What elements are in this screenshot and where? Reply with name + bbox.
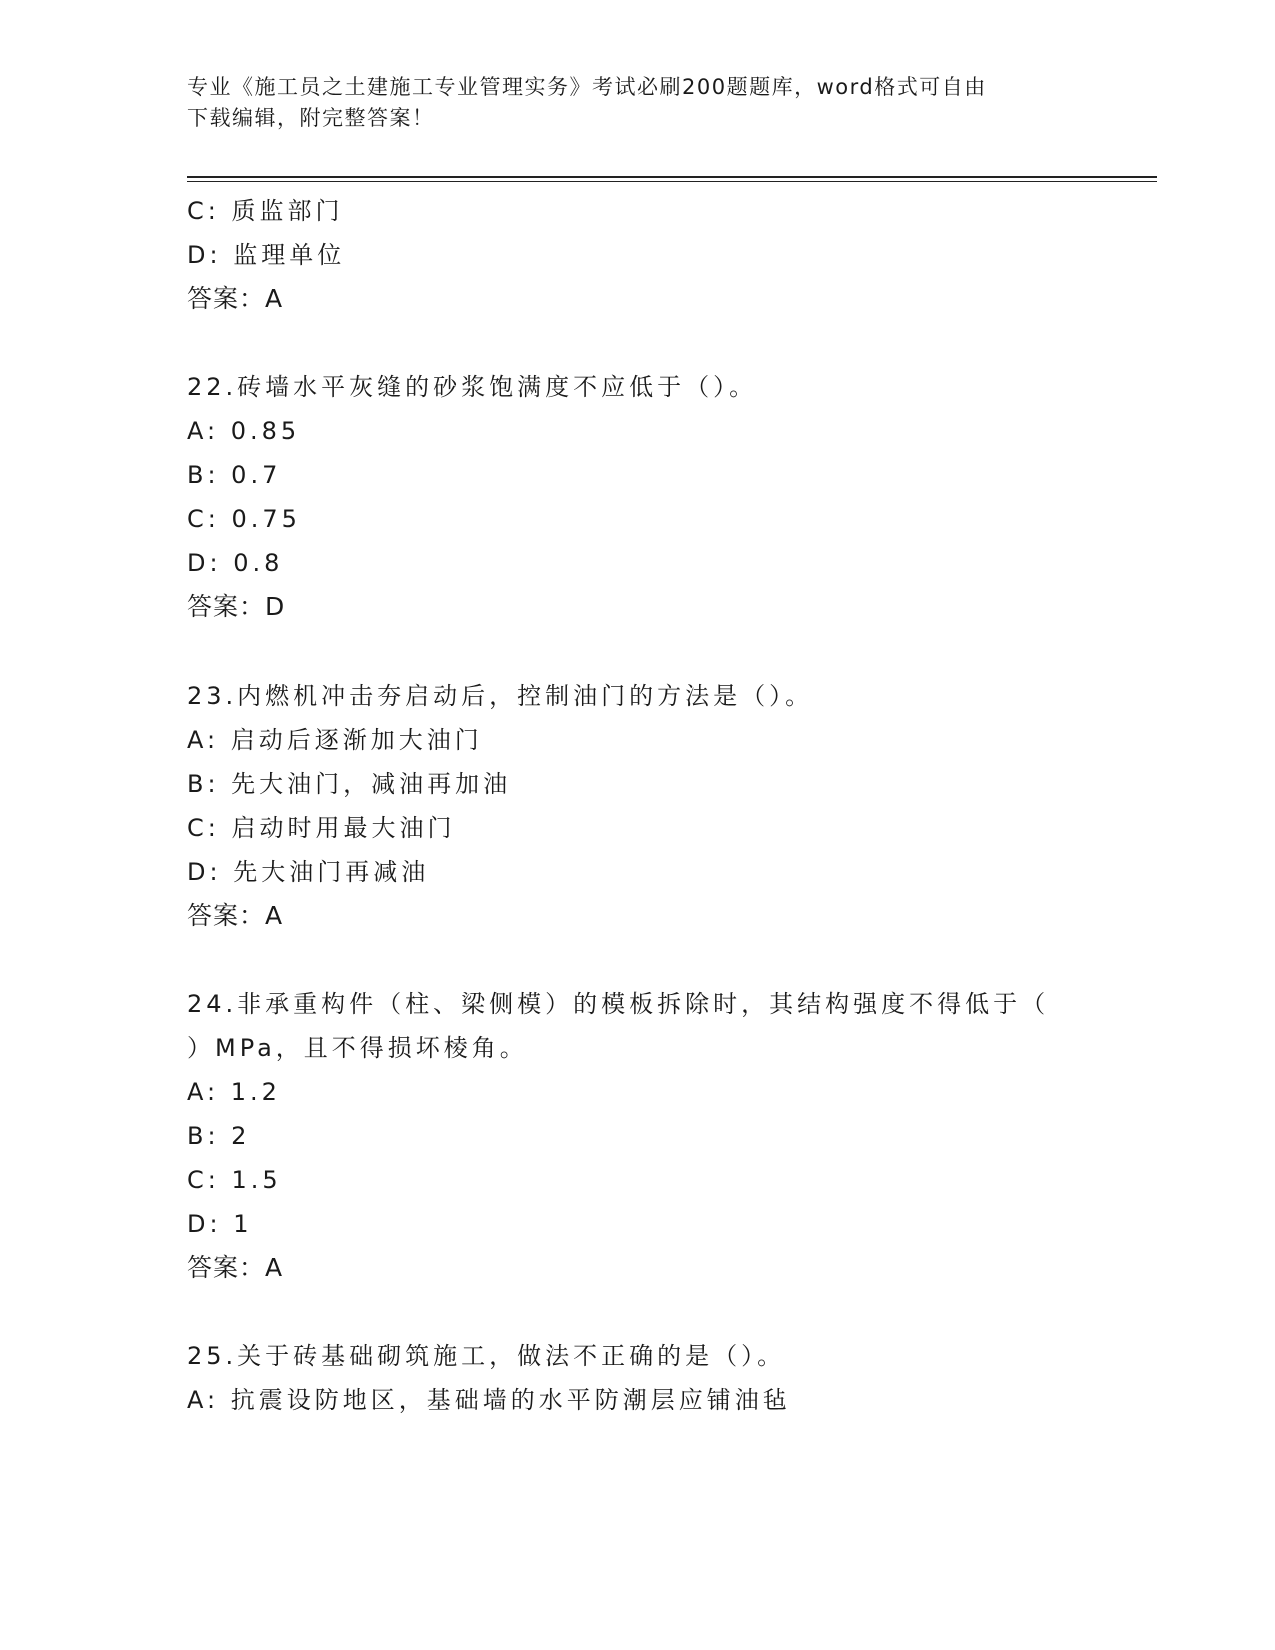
- option-b-q23: B: 先大油门，减油再加油: [187, 770, 512, 798]
- header-divider-thin: [187, 181, 1157, 182]
- answer-q23: 答案：A: [187, 901, 284, 930]
- answer-q24: 答案：A: [187, 1253, 284, 1282]
- option-d-q21: D: 监理单位: [187, 241, 346, 269]
- header-divider-thick: [187, 176, 1157, 178]
- option-b-q22: B: 0.7: [187, 461, 282, 489]
- option-a-q22: A: 0.85: [187, 417, 301, 445]
- option-a-q25: A: 抗震设防地区，基础墙的水平防潮层应铺油毡: [187, 1386, 791, 1414]
- question-24-line-2: ）MPa，且不得损坏棱角。: [187, 1034, 528, 1062]
- answer-q22: 答案：D: [187, 592, 286, 621]
- header-line-1: 专业《施工员之土建施工专业管理实务》考试必刷200题题库，word格式可自由: [187, 75, 987, 99]
- option-c-q24: C: 1.5: [187, 1166, 282, 1194]
- header-line-2: 下载编辑，附完整答案！: [187, 106, 435, 130]
- question-23: 23.内燃机冲击夯启动后，控制油门的方法是（）。: [187, 682, 814, 710]
- option-d-q23: D: 先大油门再减油: [187, 858, 430, 886]
- question-25: 25.关于砖基础砌筑施工，做法不正确的是（）。: [187, 1342, 786, 1370]
- option-b-q24: B: 2: [187, 1122, 251, 1150]
- question-22: 22.砖墙水平灰缝的砂浆饱满度不应低于（）。: [187, 373, 758, 401]
- option-c-q22: C: 0.75: [187, 505, 301, 533]
- option-a-q23: A: 启动后逐渐加大油门: [187, 726, 483, 754]
- option-d-q24: D: 1: [187, 1210, 253, 1238]
- option-d-q22: D: 0.8: [187, 549, 284, 577]
- option-c-q21: C: 质监部门: [187, 197, 344, 225]
- answer-q21: 答案：A: [187, 284, 284, 313]
- question-24-line-1: 24.非承重构件（柱、梁侧模）的模板拆除时，其结构强度不得低于（: [187, 990, 1050, 1018]
- document-header: [187, 72, 1087, 134]
- option-c-q23: C: 启动时用最大油门: [187, 814, 456, 842]
- option-a-q24: A: 1.2: [187, 1078, 281, 1106]
